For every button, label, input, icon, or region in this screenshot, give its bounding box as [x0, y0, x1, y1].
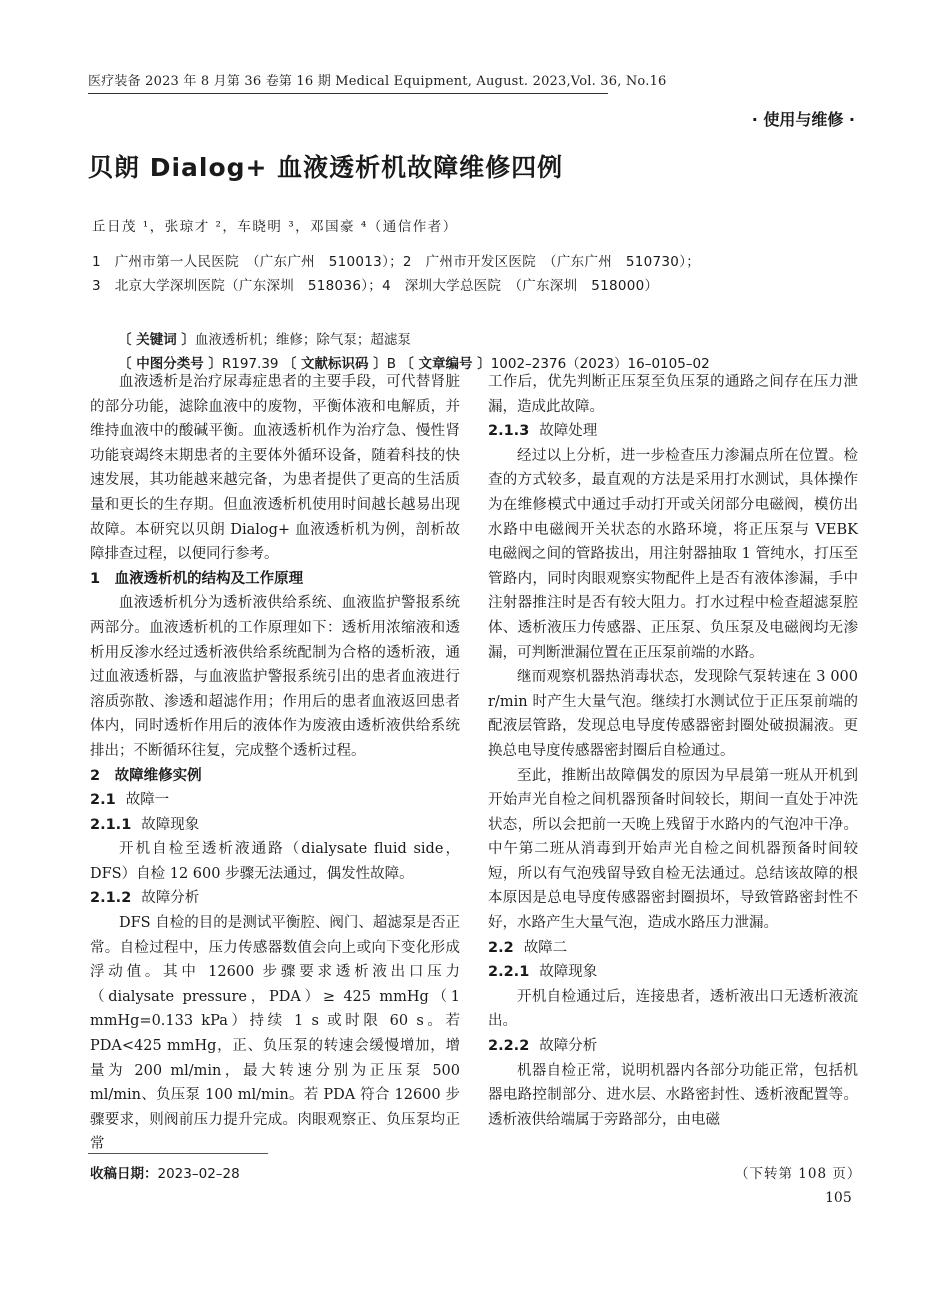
- affiliation-line-2: 3 北京大学深圳医院（广东深圳 518036）；4 深圳大学总医院 （广东深圳 518000）: [92, 278, 659, 294]
- right-column: [488, 370, 858, 1132]
- clc-value: R197.39: [221, 356, 279, 372]
- intro-paragraph: 血液透析是治疗尿毒症患者的主要手段，可代替肾脏的部分功能，滤除血液中的废物，平衡体液和电解质，并维持血液中的酸碱平衡。血液透析机作为治疗急、慢性肾功能衰竭终末期患者的主要体外循环设备，随着科技的快速发展，其功能越来越完备，为患者提供了更高的生活质量和更长的生存期。但血液透析机使用时间越长越易出现故障。本研究以贝朗 Dialog+ 血液透析机为例，剖析故障排查过程，以便同行参考。: [90, 374, 460, 563]
- page-number: 105: [825, 1190, 852, 1206]
- header-rule: [88, 93, 608, 94]
- section-2-1-3-paragraph-2: 继而观察机器热消毒状态，发现除气泵转速在 3 000 r/min 时产生大量气泡。继续打水测试位于正压泵前端的配液层管路，发现总电导度传感器密封圈处破损漏液。更换总电导度传感器密封圈后自检通过。: [488, 669, 858, 759]
- keywords-text: 血液透析机；维修；除气泵；超滤泵: [194, 332, 411, 348]
- clc-label: 〔 中图分类号 〕: [118, 356, 222, 372]
- footnote-rule: [88, 1153, 268, 1154]
- received-date: [90, 1162, 240, 1182]
- doc-code-label: 〔 文献标识码 〕: [282, 356, 387, 372]
- section-2-1-2-paragraph: DFS 自检的目的是测试平衡腔、阀门、超滤泵是否正常。自检过程中，压力传感器数值会向上或向下变化形成浮动值。其中 12600 步骤要求透析液出口压力（dialysate pressure，PDA）≥ 425 mmHg（1 mmHg=0.133 kPa）持续 1 s 或时限 60 s。若 PDA<425 mmHg，正、负压泵的转速会缓慢增加，增量为 200 ml/min，最大转速分别为正压泵 500 ml/min、负压泵 100 ml/min。若 PDA 符合 12600 步骤要求，则阀前压力提升完成。肉眼观察正、负压泵均正常: [90, 915, 460, 1153]
- section-2-2-heading: 2.2 故障二: [488, 939, 568, 956]
- journal-header: 医疗装备 2023 年 8 月第 36 卷第 16 期 Medical Equipment, August. 2023,Vol. 36, No.16: [88, 74, 667, 89]
- received-label: 收稿日期：: [90, 1166, 158, 1182]
- received-value: 2023–02–28: [157, 1166, 240, 1182]
- authors: 丘日茂 ¹，张琼才 ²，车晓明 ³，邓国豪 ⁴（通信作者）: [92, 219, 458, 235]
- section-2-2-1-heading: 2.2.1 故障现象: [488, 964, 598, 981]
- section-tag: · 使用与维修 ·: [751, 110, 855, 129]
- section-2-heading: 2 故障维修实例: [90, 767, 202, 784]
- section-2-1-3-paragraph-3: 至此，推断出故障偶发的原因为早晨第一班从开机到开始声光自检之间机器预备时间较长，期间一直处于冲洗状态，所以会把前一天晚上残留于水路内的气泡冲干净。中午第二班从消毒到开始声光自检之间机器预备时间较短，所以有气泡残留导致自检无法通过。总结该故障的根本原因是总电导度传感器密封圈损坏，导致管路密封性不好，水路产生大量气泡，造成水路压力泄漏。: [488, 767, 858, 932]
- section-1-paragraph: 血液透析机分为透析液供给系统、血液监护警报系统两部分。血液透析机的工作原理如下：透析用浓缩液和透析用反渗水经过透析液供给系统配制为合格的透析液，通过血液透析器，与血液监护警报系统引出的患者血液进行溶质弥散、渗透和超滤作用；作用后的患者血液返回患者体内，同时透析作用后的液体作为废液由透析液供给系统排出；不断循环往复，完成整个透析过程。: [90, 595, 460, 759]
- classification-line: [118, 352, 710, 372]
- continued-note: （下转第 108 页）: [735, 1166, 862, 1182]
- section-1-heading: 1 血液透析机的结构及工作原理: [90, 570, 304, 587]
- keywords-label: 〔 关键词 〕: [118, 332, 195, 348]
- section-2-1-1-heading: 2.1.1 故障现象: [90, 816, 200, 833]
- section-2-1-heading: 2.1 故障一: [90, 792, 170, 809]
- section-2-2-2-paragraph: 机器自检正常，说明机器内各部分功能正常，包括机器电路控制部分、进水层、水路密封性、透析液配置等。透析液供给端属于旁路部分，由电磁: [488, 1062, 858, 1128]
- section-2-1-3-heading: 2.1.3 故障处理: [488, 423, 598, 440]
- doc-code-value: B: [386, 356, 396, 372]
- affiliation-line-1: 1 广州市第一人民医院 （广东广州 510013）；2 广州市开发区医院 （广东广州 510730）；: [92, 254, 701, 270]
- article-number-label: 〔 文章编号 〕: [400, 356, 491, 372]
- article-title: 贝朗 Dialog+ 血液透析机故障维修四例: [88, 153, 564, 182]
- keywords: [118, 328, 411, 348]
- continued-paragraph: 工作后，优先判断正压泵至负压泵的通路之间存在压力泄漏，造成此故障。: [488, 374, 858, 415]
- section-2-2-2-heading: 2.2.2 故障分析: [488, 1038, 598, 1055]
- article-number-value: 1002–2376（2023）16–0105–02: [490, 356, 710, 372]
- section-2-1-3-paragraph-1: 经过以上分析，进一步检查压力渗漏点所在位置。检查的方式较多，最直观的方法是采用打水测试，具体操作为在维修模式中通过手动打开或关闭部分电磁阀，模仿出水路中电磁阀开关状态的水路环境，将正压泵与 VEBK 电磁阀之间的管路拔出，用注射器抽取 1 管纯水，打压至管路内，同时肉眼观察实物配件上是否有液体渗漏，手中注射器推注时是否有较大阻力。打水过程中检查超滤泵腔体、透析液压力传感器、正压泵、负压泵及电磁阀均无渗漏，可判断泄漏位置在正压泵前端的水路。: [488, 447, 858, 661]
- section-2-2-1-paragraph: 开机自检通过后，连接患者，透析液出口无透析液流出。: [488, 988, 858, 1030]
- left-column: [90, 370, 460, 1157]
- section-2-1-2-heading: 2.1.2 故障分析: [90, 890, 200, 907]
- section-2-1-1-paragraph: 开机自检至透析液通路（dialysate fluid side，DFS）自检 12 600 步骤无法通过，偶发性故障。: [90, 841, 460, 882]
